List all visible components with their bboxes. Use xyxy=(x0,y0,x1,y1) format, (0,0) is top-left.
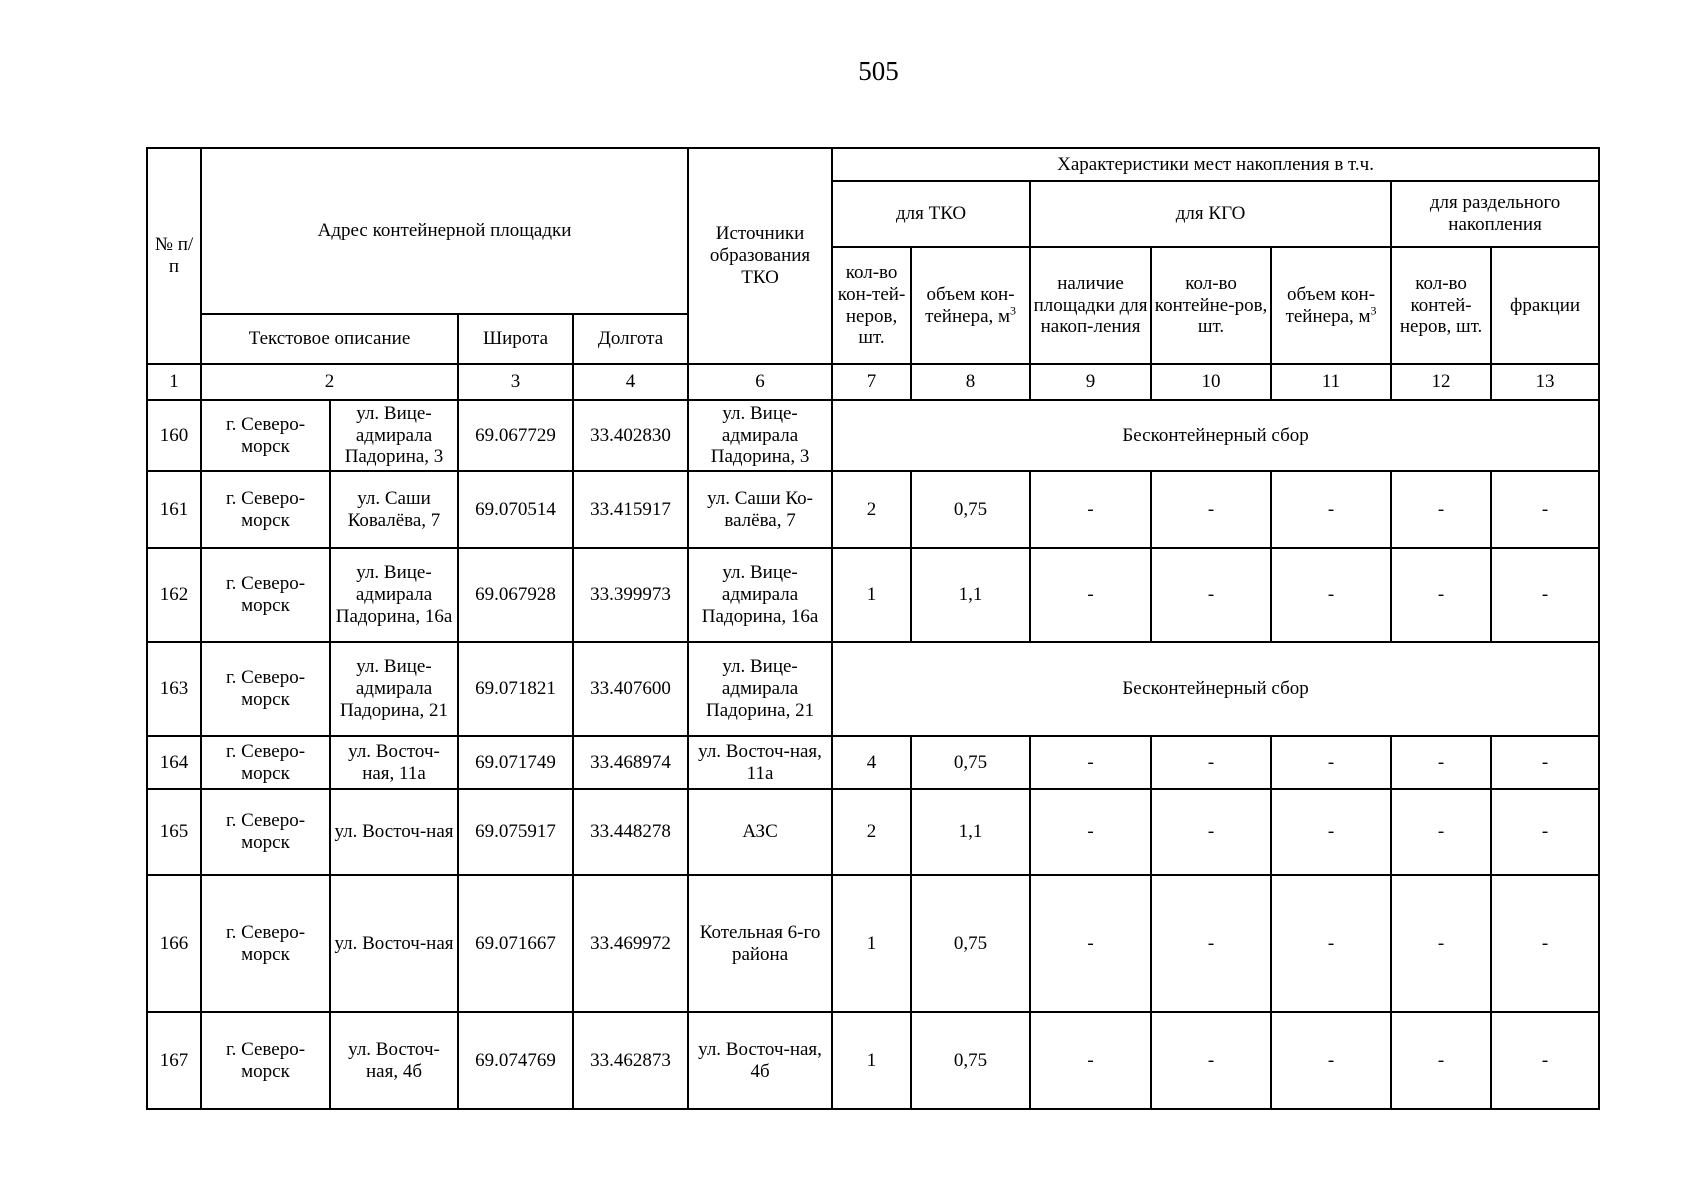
header-kgo: для КГО xyxy=(1030,181,1391,247)
row-kgo-site: - xyxy=(1030,875,1151,1012)
row-kgo-site: - xyxy=(1030,548,1151,642)
row-kgo-volume: - xyxy=(1271,789,1391,875)
col-number: 11 xyxy=(1271,364,1391,400)
row-lat: 69.071749 xyxy=(458,736,573,789)
row-kgo-volume: - xyxy=(1271,1012,1391,1109)
col-number: 1 xyxy=(147,364,201,400)
col-number: 7 xyxy=(832,364,911,400)
row-tko-count: 1 xyxy=(832,1012,911,1109)
row-kgo-count: - xyxy=(1151,471,1271,548)
row-lat: 69.067928 xyxy=(458,548,573,642)
header-kgo-site: наличие площадки для накоп-ления xyxy=(1030,247,1151,364)
row-source: ул. Вице-адмирала Падорина, 3 xyxy=(688,400,832,471)
table-row xyxy=(147,789,1599,875)
row-merged-note: Бесконтейнерный сбор xyxy=(832,642,1599,736)
row-fractions: - xyxy=(1491,471,1599,548)
row-number: 162 xyxy=(147,548,201,642)
row-street: ул. Саши Ковалёва, 7 xyxy=(330,471,458,548)
row-kgo-site: - xyxy=(1030,471,1151,548)
header-address: Адрес контейнерной площадки xyxy=(201,148,688,314)
row-source: ул. Саши Ко-валёва, 7 xyxy=(688,471,832,548)
row-number: 163 xyxy=(147,642,201,736)
row-sep-count: - xyxy=(1391,1012,1491,1109)
row-street: ул. Вице-адмирала Падорина, 16а xyxy=(330,548,458,642)
row-tko-volume: 1,1 xyxy=(911,548,1030,642)
row-source: АЗС xyxy=(688,789,832,875)
row-street: ул. Восточ-ная xyxy=(330,789,458,875)
row-lat: 69.067729 xyxy=(458,400,573,471)
header-tko-volume: объем кон-тейнера, $м^3$ xyxy=(911,247,1030,364)
header-kgo-volume: объем кон-тейнера, $м^3$ xyxy=(1271,247,1391,364)
row-city: г. Северо-морск xyxy=(201,548,330,642)
col-number: 9 xyxy=(1030,364,1151,400)
row-kgo-count: - xyxy=(1151,1012,1271,1109)
row-kgo-count: - xyxy=(1151,789,1271,875)
row-city: г. Северо-морск xyxy=(201,642,330,736)
table-row xyxy=(147,471,1599,548)
row-lat: 69.075917 xyxy=(458,789,573,875)
header-num: № п/п xyxy=(147,148,201,364)
row-lat: 69.071821 xyxy=(458,642,573,736)
row-tko-volume: 0,75 xyxy=(911,1012,1030,1109)
row-sep-count: - xyxy=(1391,875,1491,1012)
row-fractions: - xyxy=(1491,736,1599,789)
row-sep-count: - xyxy=(1391,789,1491,875)
row-number: 161 xyxy=(147,471,201,548)
row-lon: 33.415917 xyxy=(573,471,688,548)
row-number: 165 xyxy=(147,789,201,875)
row-sep-count: - xyxy=(1391,471,1491,548)
row-tko-volume: 0,75 xyxy=(911,736,1030,789)
row-street: ул. Вице-адмирала Падорина, 21 xyxy=(330,642,458,736)
row-lon: 33.407600 xyxy=(573,642,688,736)
row-number: 167 xyxy=(147,1012,201,1109)
row-city: г. Северо-морск xyxy=(201,400,330,471)
row-city: г. Северо-морск xyxy=(201,736,330,789)
row-tko-volume: 0,75 xyxy=(911,875,1030,1012)
container-sites-table xyxy=(146,147,1600,1110)
header-lat: Широта xyxy=(458,314,573,364)
row-tko-volume: 1,1 xyxy=(911,789,1030,875)
row-sep-count: - xyxy=(1391,548,1491,642)
col-number: 6 xyxy=(688,364,832,400)
row-number: 160 xyxy=(147,400,201,471)
row-lon: 33.448278 xyxy=(573,789,688,875)
row-tko-volume: 0,75 xyxy=(911,471,1030,548)
row-kgo-count: - xyxy=(1151,875,1271,1012)
row-lon: 33.469972 xyxy=(573,875,688,1012)
column-numbers-row xyxy=(147,364,1599,400)
row-kgo-volume: - xyxy=(1271,471,1391,548)
row-kgo-count: - xyxy=(1151,548,1271,642)
row-city: г. Северо-морск xyxy=(201,1012,330,1109)
row-source: ул. Вице-адмирала Падорина, 21 xyxy=(688,642,832,736)
header-tko-count: кол-во кон-тей-неров, шт. xyxy=(832,247,911,364)
table-row xyxy=(147,642,1599,736)
row-street: ул. Восточ-ная, 4б xyxy=(330,1012,458,1109)
row-tko-count: 1 xyxy=(832,548,911,642)
col-number: 8 xyxy=(911,364,1030,400)
row-fractions: - xyxy=(1491,875,1599,1012)
table-row xyxy=(147,875,1599,1012)
row-kgo-site: - xyxy=(1030,1012,1151,1109)
row-source: ул. Восточ-ная, 4б xyxy=(688,1012,832,1109)
table-row xyxy=(147,736,1599,789)
row-tko-count: 1 xyxy=(832,875,911,1012)
row-city: г. Северо-морск xyxy=(201,789,330,875)
table-row xyxy=(147,1012,1599,1109)
row-number: 164 xyxy=(147,736,201,789)
col-number: 2 xyxy=(201,364,458,400)
row-lon: 33.468974 xyxy=(573,736,688,789)
row-fractions: - xyxy=(1491,1012,1599,1109)
row-kgo-volume: - xyxy=(1271,736,1391,789)
row-lat: 69.074769 xyxy=(458,1012,573,1109)
row-sep-count: - xyxy=(1391,736,1491,789)
col-number: 4 xyxy=(573,364,688,400)
row-kgo-volume: - xyxy=(1271,548,1391,642)
header-fractions: фракции xyxy=(1491,247,1599,364)
row-tko-count: 2 xyxy=(832,471,911,548)
row-kgo-site: - xyxy=(1030,736,1151,789)
header-kgo-count: кол-во контейне-ров, шт. xyxy=(1151,247,1271,364)
row-lon: 33.399973 xyxy=(573,548,688,642)
row-source: ул. Вице-адмирала Падорина, 16а xyxy=(688,548,832,642)
row-tko-count: 2 xyxy=(832,789,911,875)
row-source: Котельная 6-го района xyxy=(688,875,832,1012)
col-number: 12 xyxy=(1391,364,1491,400)
header-tko: для ТКО xyxy=(832,181,1030,247)
row-street: ул. Вице-адмирала Падорина, 3 xyxy=(330,400,458,471)
row-street: ул. Восточ-ная, 11а xyxy=(330,736,458,789)
row-fractions: - xyxy=(1491,789,1599,875)
col-number: 3 xyxy=(458,364,573,400)
row-city: г. Северо-морск xyxy=(201,875,330,1012)
row-lon: 33.402830 xyxy=(573,400,688,471)
row-lat: 69.070514 xyxy=(458,471,573,548)
row-kgo-volume: - xyxy=(1271,875,1391,1012)
page-number: 505 xyxy=(858,56,899,86)
header-sep-count: кол-во контей-неров, шт. xyxy=(1391,247,1491,364)
col-number: 10 xyxy=(1151,364,1271,400)
row-tko-count: 4 xyxy=(832,736,911,789)
row-lat: 69.071667 xyxy=(458,875,573,1012)
table-row xyxy=(147,548,1599,642)
row-merged-note: Бесконтейнерный сбор xyxy=(832,400,1599,471)
header-lon: Долгота xyxy=(573,314,688,364)
row-kgo-count: - xyxy=(1151,736,1271,789)
row-kgo-site: - xyxy=(1030,789,1151,875)
row-number: 166 xyxy=(147,875,201,1012)
header-characteristics: Характеристики мест накопления в т.ч. xyxy=(832,148,1599,181)
header-source: Источники образования ТКО xyxy=(688,148,832,364)
row-lon: 33.462873 xyxy=(573,1012,688,1109)
row-fractions: - xyxy=(1491,548,1599,642)
row-street: ул. Восточ-ная xyxy=(330,875,458,1012)
header-separate: для раздельного накопления xyxy=(1391,181,1599,247)
table-row xyxy=(147,400,1599,471)
header-text-desc: Текстовое описание xyxy=(201,314,458,364)
row-source: ул. Восточ-ная, 11а xyxy=(688,736,832,789)
col-number: 13 xyxy=(1491,364,1599,400)
row-city: г. Северо-морск xyxy=(201,471,330,548)
